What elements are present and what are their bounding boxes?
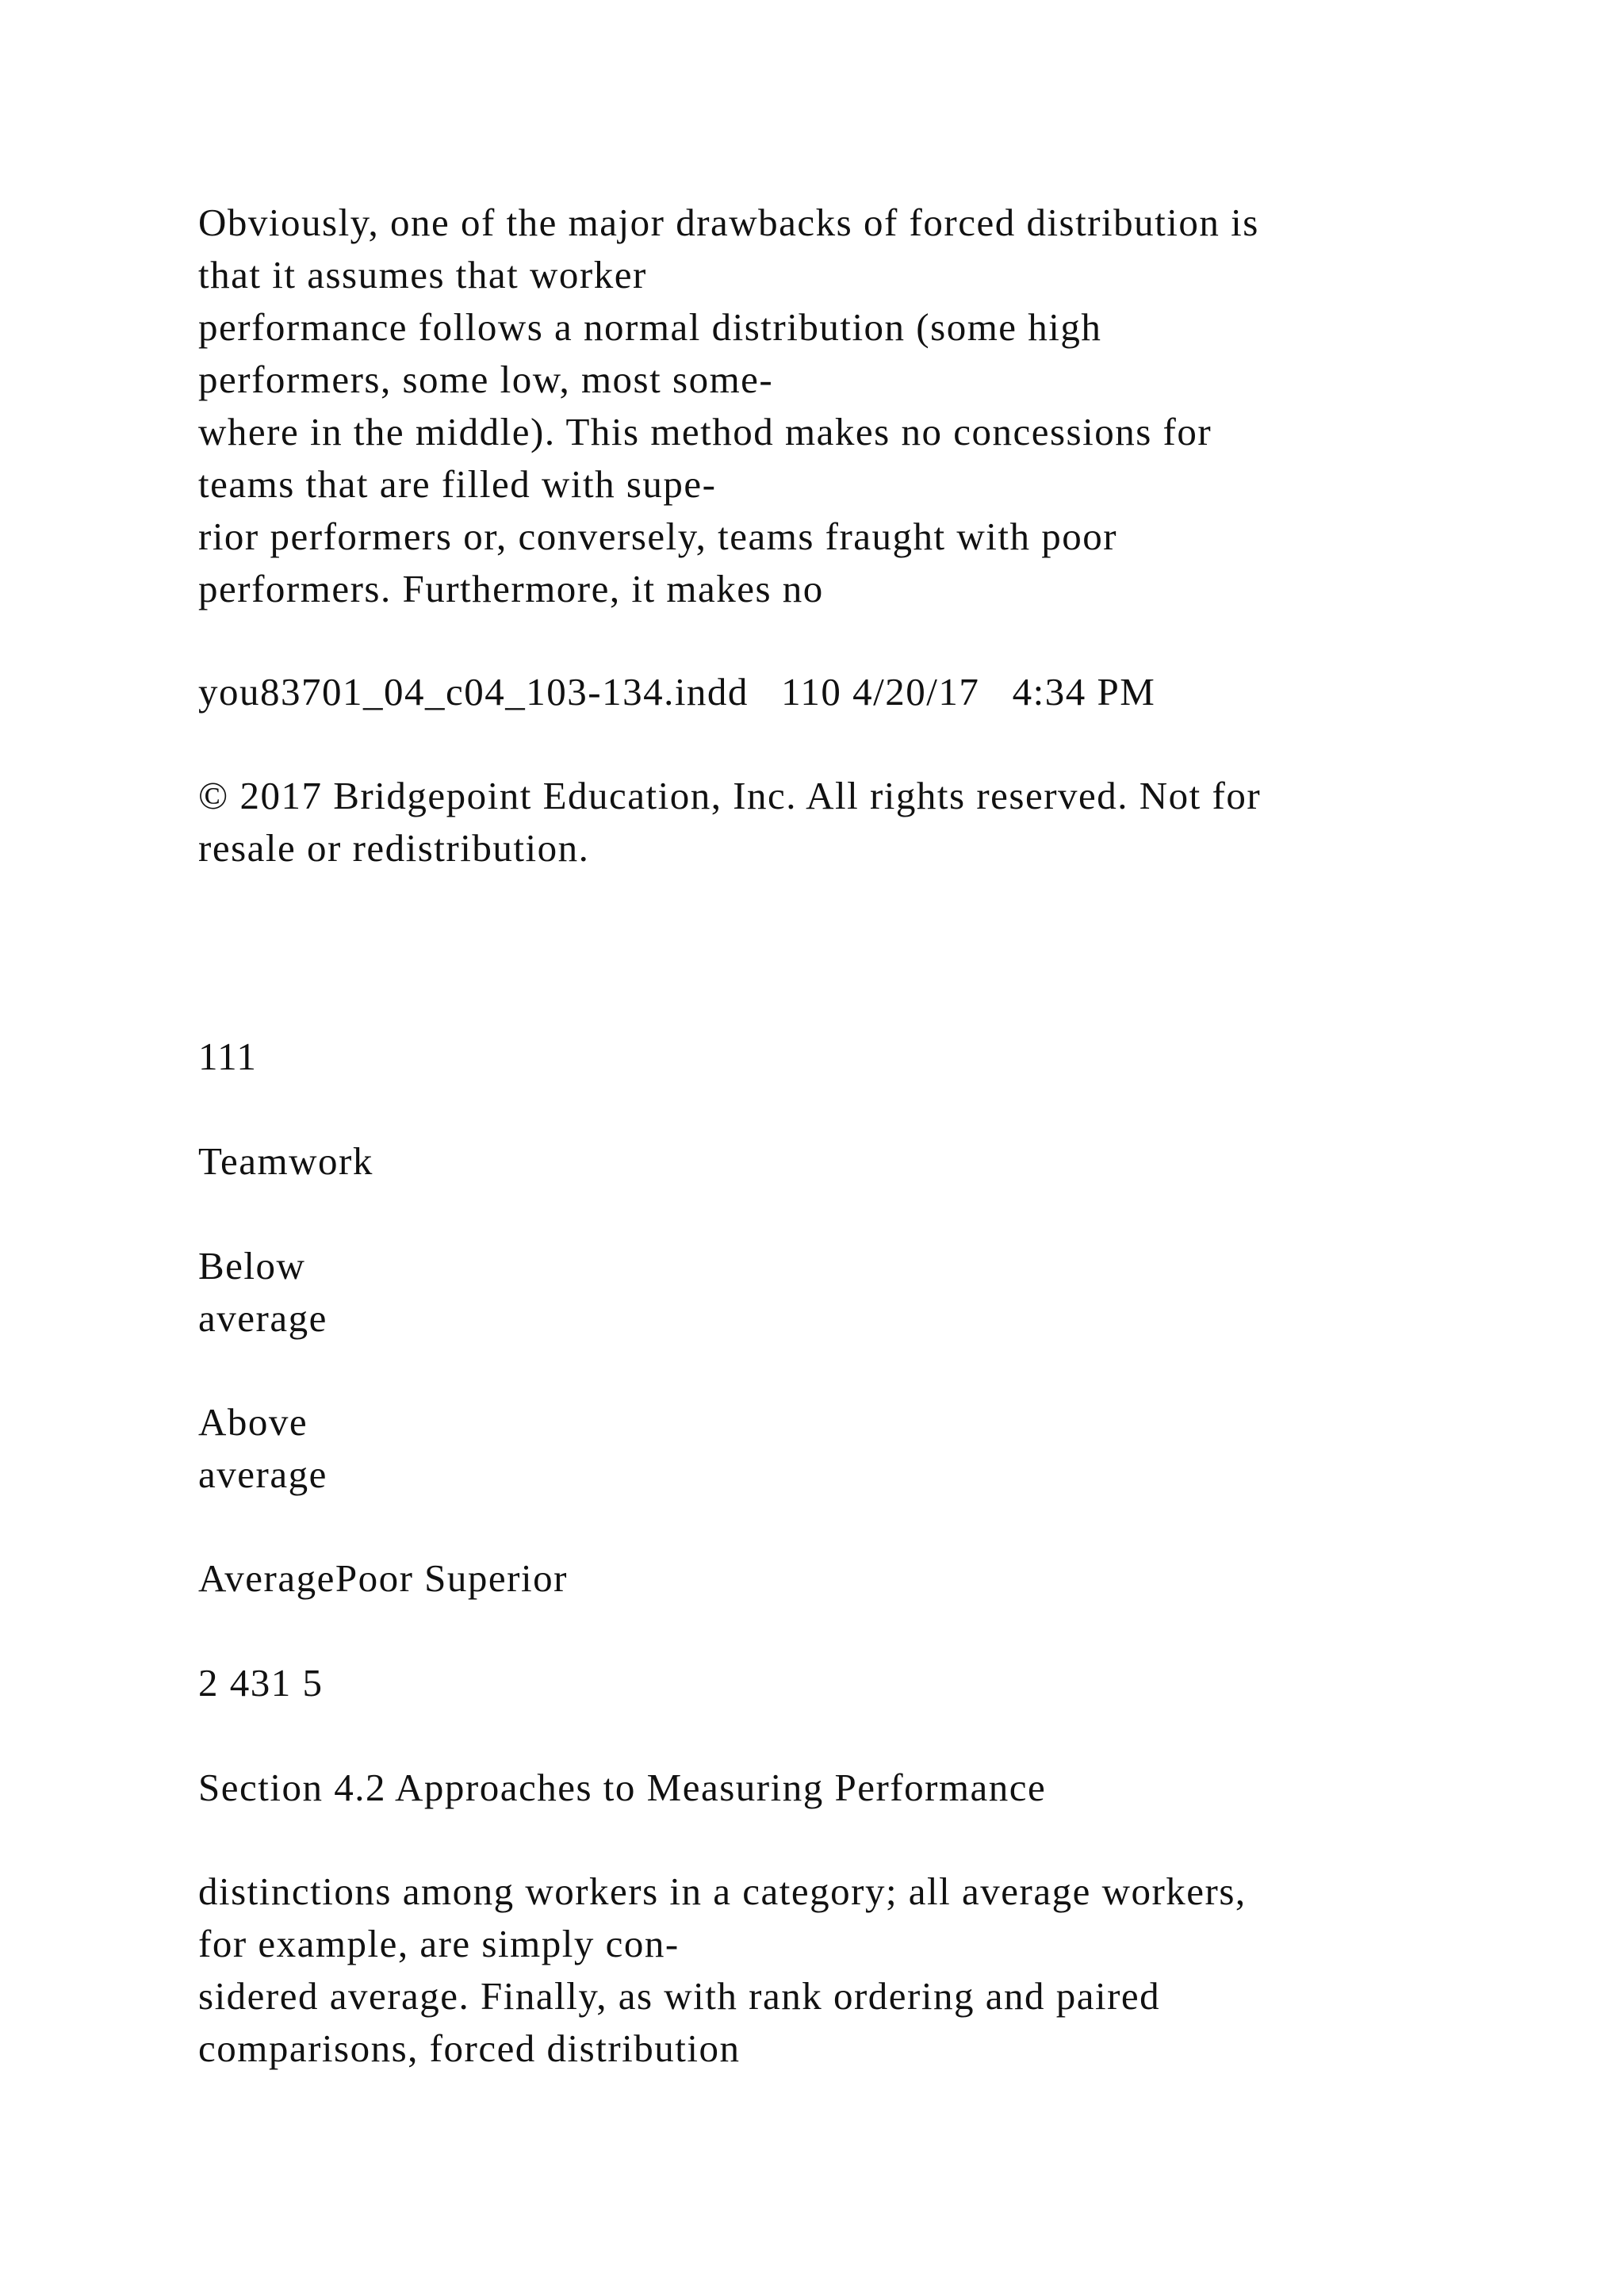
page-number <box>198 1031 1546 1083</box>
page-number-text: 111 <box>198 1035 258 1078</box>
text-line: performers, some low, most some- <box>198 358 774 401</box>
text-line: sidered average. Finally, as with rank ordering and paired <box>198 1974 1161 2018</box>
figure-label-line: Above <box>198 1400 308 1444</box>
section-heading-text: Section 4.2 Approaches to Measuring Performance <box>198 1766 1047 1809</box>
section-heading <box>198 1762 1546 1814</box>
copyright-line: resale or redistribution. <box>198 826 590 870</box>
text-line: where in the middle). This method makes no concessions for <box>198 410 1212 453</box>
text-line: Obviously, one of the major drawbacks of forced distribution is <box>198 201 1259 244</box>
text-line: distinctions among workers in a category; all average workers, <box>198 1869 1247 1913</box>
copyright-line: © 2017 Bridgepoint Education, Inc. All rights reserved. Not for <box>198 774 1262 817</box>
figure-label-row-text: AveragePoor Superior <box>198 1556 568 1600</box>
text-line: comparisons, forced distribution <box>198 2026 741 2070</box>
file-info-text: you83701_04_c04_103-134.indd 110 4/20/17 4:34 PM <box>198 670 1156 714</box>
file-info-line <box>198 666 1546 718</box>
text-line: performers. Furthermore, it makes no <box>198 567 824 610</box>
figure-label-row <box>198 1552 1546 1605</box>
figure-label-line: average <box>198 1452 327 1496</box>
figure-label-below-average <box>198 1240 1546 1345</box>
figure-label-line: average <box>198 1296 327 1340</box>
figure-number-row <box>198 1657 1546 1709</box>
text-line: performance follows a normal distribution (some high <box>198 305 1102 349</box>
figure-title-text: Teamwork <box>198 1139 373 1183</box>
figure-number-row-text: 2 431 5 <box>198 1661 324 1705</box>
text-line: for example, are simply con- <box>198 1922 680 1965</box>
text-line: rior performers or, conversely, teams fraught with poor <box>198 515 1118 558</box>
figure-title <box>198 1135 1546 1188</box>
figure-label-above-average <box>198 1396 1546 1501</box>
body-paragraph-2 <box>198 1866 1546 2075</box>
text-line: that it assumes that worker <box>198 253 647 297</box>
text-line: teams that are filled with supe- <box>198 462 717 506</box>
figure-label-line: Below <box>198 1244 306 1288</box>
body-paragraph-1 <box>198 197 1546 615</box>
copyright-notice <box>198 770 1546 874</box>
